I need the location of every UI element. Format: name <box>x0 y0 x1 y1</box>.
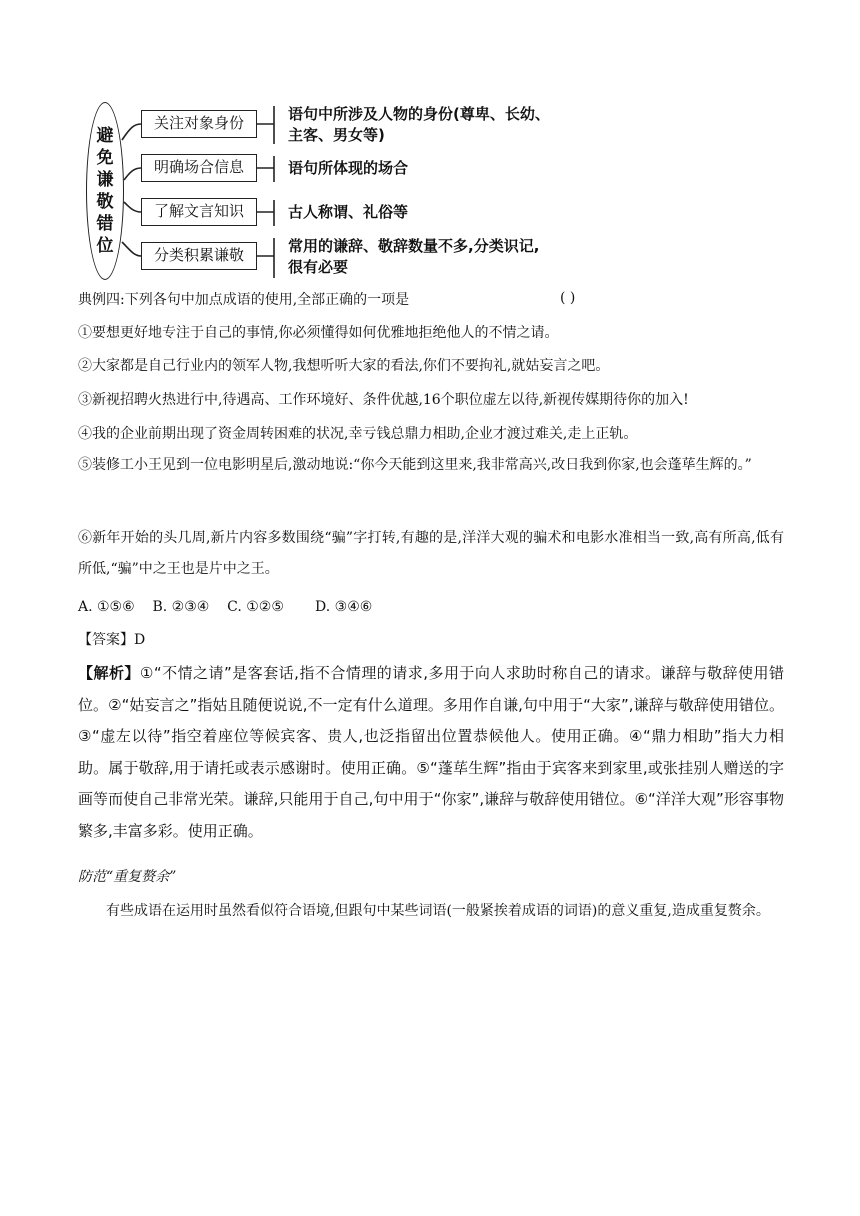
desc-line: 语句中所涉及人物的身份(尊卑、长幼、 <box>288 105 550 123</box>
diagram-box-4: 分类积累谦敬 <box>141 242 257 270</box>
question-item-3: ③新视招聘火热进行中,待遇高、工作环境好、条件优越,16个职位虚左以待,新视传媒期待你的加入! <box>78 392 689 408</box>
diagram-root-oval <box>86 102 124 280</box>
answer-line: 【答案】D <box>78 632 146 648</box>
diagram-desc-1 <box>288 104 550 146</box>
question-item-1: ①要想更好地专注于自己的事情,你必须懂得如何优雅地拒绝他人的不情之请。 <box>78 325 559 341</box>
root-char: 避 <box>96 126 114 146</box>
diagram-box-3: 了解文言知识 <box>141 198 257 226</box>
question-item-2: ②大家都是自己行业内的领军人物,我想听听大家的看法,你们不要拘礼,就姑妄言之吧。 <box>78 358 610 374</box>
root-char: 位 <box>96 236 114 256</box>
diagram-box-1: 关注对象身份 <box>141 110 257 138</box>
diagram-desc-4 <box>288 236 539 278</box>
desc-line: 古人称谓、礼俗等 <box>288 203 409 221</box>
answer-paren: ( ) <box>560 290 576 306</box>
diagram-box-2: 明确场合信息 <box>141 154 257 182</box>
desc-line: 很有必要 <box>288 258 349 276</box>
desc-line: 常用的谦辞、敬辞数量不多,分类识记, <box>288 237 540 255</box>
root-char: 敬 <box>96 192 114 212</box>
section-title: 防范“重复赘余” <box>78 869 177 885</box>
question-stem: 典例四:下列各句中加点成语的使用,全部正确的一项是 <box>78 292 410 308</box>
question-item-6: ⑥新年开始的头几周,新片内容多数围绕“骗”字打转,有趣的是,洋洋大观的骗术和电影水准相当一致,高有所高,低有所低,“骗”中之王也是片中之王。 <box>78 530 784 577</box>
root-char: 谦 <box>96 170 114 190</box>
analysis-label: 【解析】 <box>78 664 140 682</box>
analysis-text: ①“不情之请”是客套话,指不合情理的请求,多用于向人求助时称自己的请求。谦辞与敬辞使用错位。②“姑妄言之”指姑且随便说说,不一定有什么道理。多用作自谦,句中用于“大家”,谦辞与敬辞使用错位。③“虚左以待”指空着座位等候宾客、贵人,也泛指留出位置恭候他人。使用正确。④“鼎力相助”指大力相助。属于敬辞,用于请托或表示感谢时。使用正确。⑤“蓬荜生辉”指由于宾客来到家里,或张挂别人赠送的字画等而使自己非常光荣。谦辞,只能用于自己,句中用于“你家”,谦辞与敬辞使用错位。⑥“洋洋大观”形容事物繁多,丰富多彩。使用正确。 <box>78 664 784 840</box>
diagram-desc-3 <box>288 202 408 223</box>
desc-line: 语句所体现的场合 <box>288 159 409 177</box>
root-char: 免 <box>96 148 114 168</box>
question-options: A. ①⑤⑥ B. ②③④ C. ①②⑤ D. ③④⑥ <box>78 599 373 615</box>
desc-line: 主客、男女等) <box>288 126 385 144</box>
question-item-4: ④我的企业前期出现了资金周转困难的状况,幸亏钱总鼎力相助,企业才渡过难关,走上正轨。 <box>78 426 638 442</box>
diagram-desc-2 <box>288 158 408 179</box>
question-item-5: ⑤装修工小王见到一位电影明星后,激动地说:“你今天能到这里来,我非常高兴,改日我到你家,也会蓬荜生辉的。” <box>78 457 752 473</box>
analysis-block <box>78 658 784 847</box>
root-char: 错 <box>96 214 114 234</box>
section-body: 有些成语在运用时虽然看似符合语境,但跟句中某些词语(一般紧挨着成语的词语)的意义重复,造成重复赘余。 <box>106 903 770 919</box>
concept-diagram <box>78 100 608 286</box>
